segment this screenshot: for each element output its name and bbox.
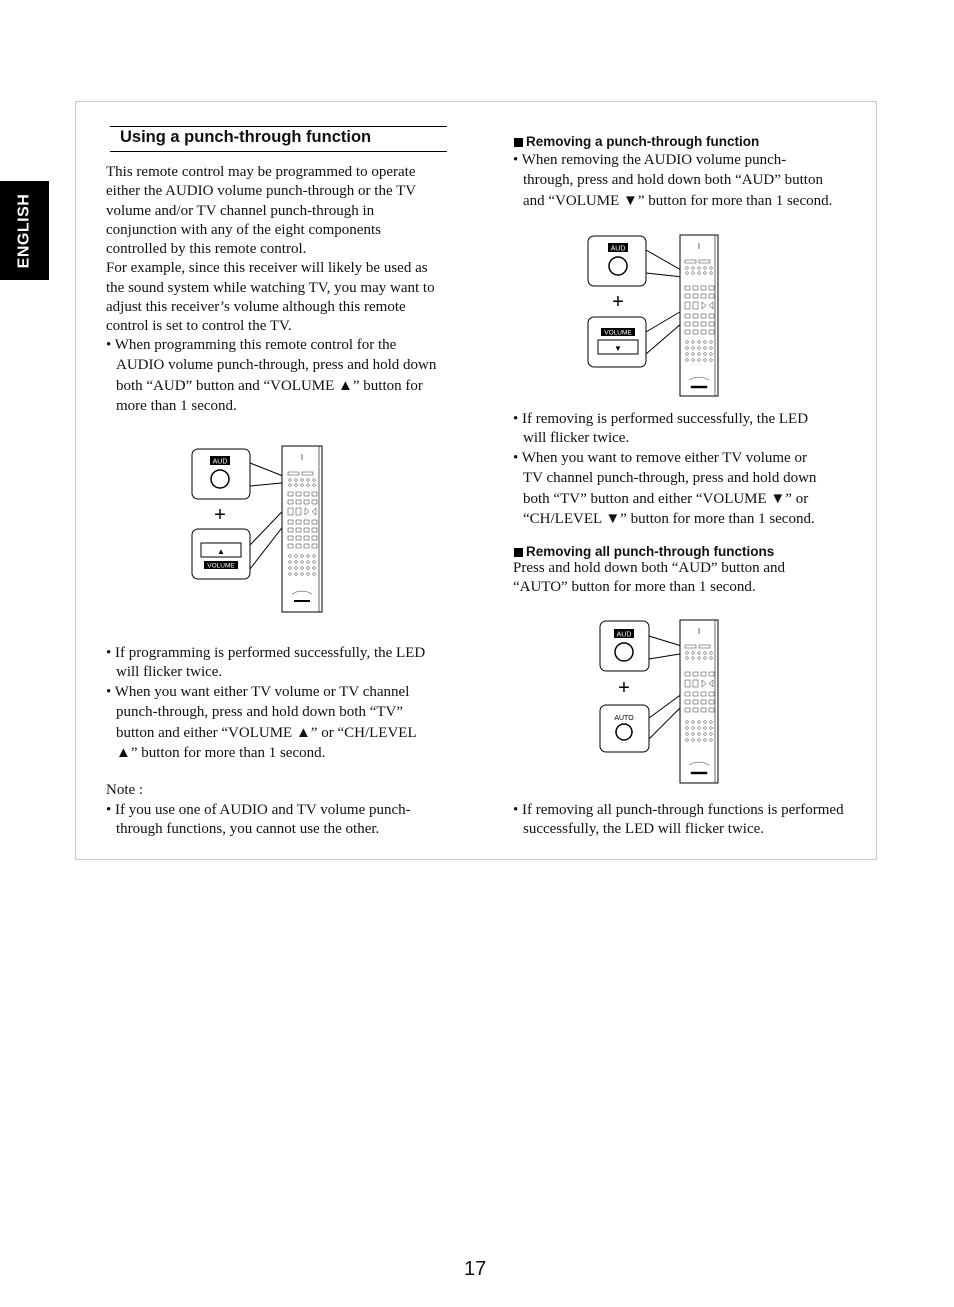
text-line: • If removing is performed successfully, the LED <box>513 411 809 427</box>
text-line: punch-through, press and hold down both “TV” <box>116 704 404 721</box>
aud-label: AUD <box>616 631 632 639</box>
bullet-removing <box>513 150 873 211</box>
text-line: AUDIO volume punch-through, press and hold down <box>116 357 437 374</box>
text-line: and “VOLUME ▼” button for more than 1 second. <box>523 192 833 209</box>
remote-control-icon <box>282 446 322 612</box>
text-line: through, press and hold down both “AUD” button <box>523 172 823 189</box>
text-line: • If removing all punch-through functions is performed <box>513 802 844 818</box>
text-line: TV channel punch-through, press and hold down <box>523 470 817 487</box>
text-line: • If programming is performed successfully, the LED <box>106 645 426 661</box>
text-line: ▲” button for more than 1 second. <box>116 744 326 761</box>
down-arrow-icon: ▼ <box>614 344 622 353</box>
volume-label: VOLUME <box>207 562 235 570</box>
text-line: volume and/or TV channel punch-through in <box>106 202 375 219</box>
up-arrow-icon: ▲ <box>217 547 225 556</box>
aud-button-icon <box>615 643 633 661</box>
title-rule-top <box>110 126 447 127</box>
page-number: 17 <box>464 1258 487 1280</box>
section-title: Using a punch-through function <box>120 128 372 146</box>
auto-label: AUTO <box>614 715 634 722</box>
text-line: control is set to control the TV. <box>106 318 292 335</box>
plus-sign: + <box>214 504 226 526</box>
text-line: • When you want to remove either TV volume or <box>513 450 807 466</box>
text-line: button and either “VOLUME ▲” or “CH/LEVEL <box>116 724 417 741</box>
bullet-remove-success <box>513 410 873 449</box>
plus-sign: + <box>618 677 630 699</box>
aud-label: AUD <box>610 245 626 253</box>
bullet-programming <box>106 335 466 416</box>
remote-control-icon <box>680 620 718 783</box>
bullet-tv-punch <box>106 682 466 763</box>
text-line: “CH/LEVEL ▼” button for more than 1 second. <box>523 510 815 527</box>
text-line: both “AUD” button and “VOLUME ▲” button for <box>116 377 423 394</box>
bullet-remove-tv <box>513 448 873 529</box>
aud-button-icon <box>211 470 229 488</box>
subsection-title-remove: Removing a punch-through function <box>514 134 759 149</box>
text-line: the sound system while watching TV, you may want to <box>106 279 435 296</box>
figure-remove-remote <box>584 230 724 400</box>
subsection-title-remove-all: Removing all punch-through functions <box>514 544 774 559</box>
note-text <box>106 801 466 840</box>
auto-button-icon <box>616 724 632 740</box>
figure-program-remote <box>188 440 328 615</box>
note-label: Note : <box>106 782 144 798</box>
text-line: will flicker twice. <box>523 430 630 447</box>
text-line: • When you want either TV volume or TV channel <box>106 684 410 700</box>
text-line: • If you use one of AUDIO and TV volume punch- <box>106 802 411 818</box>
text-line: For example, since this receiver will likely be used as <box>106 260 428 277</box>
aud-label: AUD <box>212 458 228 466</box>
text-line: successfully, the LED will flicker twice. <box>523 821 765 838</box>
bullet-remove-all-success <box>513 801 873 840</box>
bullet-program-success <box>106 644 466 683</box>
text-line: will flicker twice. <box>116 664 223 681</box>
text-line: conjunction with any of the eight components <box>106 221 381 238</box>
figure-remove-all-remote <box>596 615 726 787</box>
title-rule-bottom <box>110 151 447 152</box>
text-line: controlled by this remote control. <box>106 241 307 258</box>
text-line: through functions, you cannot use the other. <box>116 821 380 838</box>
language-tab <box>0 181 49 280</box>
text-line: Press and hold down both “AUD” button and <box>513 560 786 576</box>
plus-sign: + <box>612 291 624 313</box>
text-line: either the AUDIO volume punch-through or the TV <box>106 183 417 200</box>
intro-paragraph <box>106 163 466 337</box>
text-line: “AUTO” button for more than 1 second. <box>513 579 756 596</box>
text-line: • When programming this remote control for the <box>106 337 397 353</box>
aud-button-icon <box>609 257 627 275</box>
text-line: more than 1 second. <box>116 397 237 414</box>
remote-control-icon <box>680 235 718 396</box>
text-line: • When removing the AUDIO volume punch- <box>513 152 787 168</box>
language-tab-label: ENGLISH <box>15 193 33 268</box>
text-line: adjust this receiver’s volume although this remote <box>106 299 406 316</box>
remove-all-paragraph <box>513 559 873 598</box>
text-line: both “TV” button and either “VOLUME ▼” or <box>523 490 809 507</box>
volume-label: VOLUME <box>604 329 632 337</box>
text-line: This remote control may be programmed to operate <box>106 164 416 180</box>
